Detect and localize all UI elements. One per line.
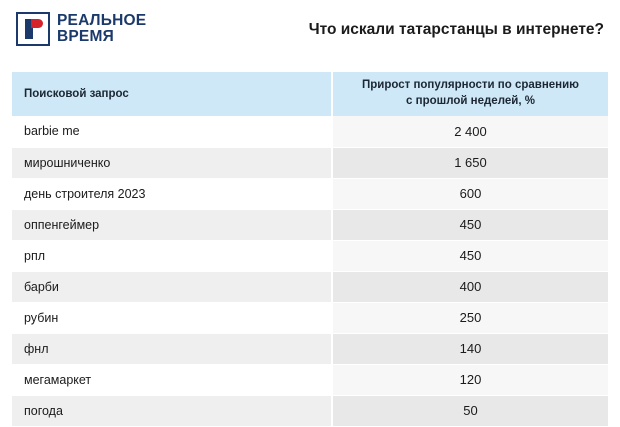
cell-growth: 600 <box>332 178 608 209</box>
cell-growth: 140 <box>332 333 608 364</box>
cell-query: день строителя 2023 <box>12 178 332 209</box>
brand-logo-line1: РЕАЛЬНОЕ <box>57 12 147 30</box>
cell-query: погода <box>12 395 332 426</box>
column-header-growth-line1: Прирост популярности по сравнению <box>361 79 580 92</box>
data-table-container <box>12 72 608 427</box>
cell-growth: 450 <box>332 240 608 271</box>
cell-query: фнл <box>12 333 332 364</box>
table-row <box>12 209 608 240</box>
cell-growth: 120 <box>332 364 608 395</box>
cell-growth: 1 650 <box>332 147 608 178</box>
table-row <box>12 364 608 395</box>
cell-query: рубин <box>12 302 332 333</box>
cell-query: barbie me <box>12 116 332 147</box>
cell-growth: 2 400 <box>332 116 608 147</box>
table-row <box>12 178 608 209</box>
brand-logo-line2: ВРЕМЯ <box>57 28 114 45</box>
page-title: Что искали татарстанцы в интернете? <box>308 21 604 38</box>
column-header-query: Поисковой запрос <box>12 72 332 116</box>
table-row <box>12 302 608 333</box>
cell-query: барби <box>12 271 332 302</box>
table-row <box>12 147 608 178</box>
table-body <box>12 116 608 426</box>
cell-query: рпл <box>12 240 332 271</box>
column-header-growth-line2: с прошлой неделей, % <box>406 95 535 107</box>
flag-logo-icon <box>16 12 50 46</box>
table-header-row <box>12 72 608 116</box>
table-header <box>12 72 608 116</box>
page-header <box>0 0 620 62</box>
cell-query: мегамаркет <box>12 364 332 395</box>
brand-logo-text <box>57 13 146 45</box>
table-row <box>12 240 608 271</box>
table-row <box>12 116 608 147</box>
search-queries-table <box>12 72 608 427</box>
table-row <box>12 333 608 364</box>
table-row <box>12 395 608 426</box>
brand-logo <box>16 12 146 46</box>
cell-query: мирошниченко <box>12 147 332 178</box>
cell-growth: 400 <box>332 271 608 302</box>
cell-query: оппенгеймер <box>12 209 332 240</box>
cell-growth: 50 <box>332 395 608 426</box>
cell-growth: 250 <box>332 302 608 333</box>
cell-growth: 450 <box>332 209 608 240</box>
table-row <box>12 271 608 302</box>
column-header-growth <box>332 72 608 116</box>
